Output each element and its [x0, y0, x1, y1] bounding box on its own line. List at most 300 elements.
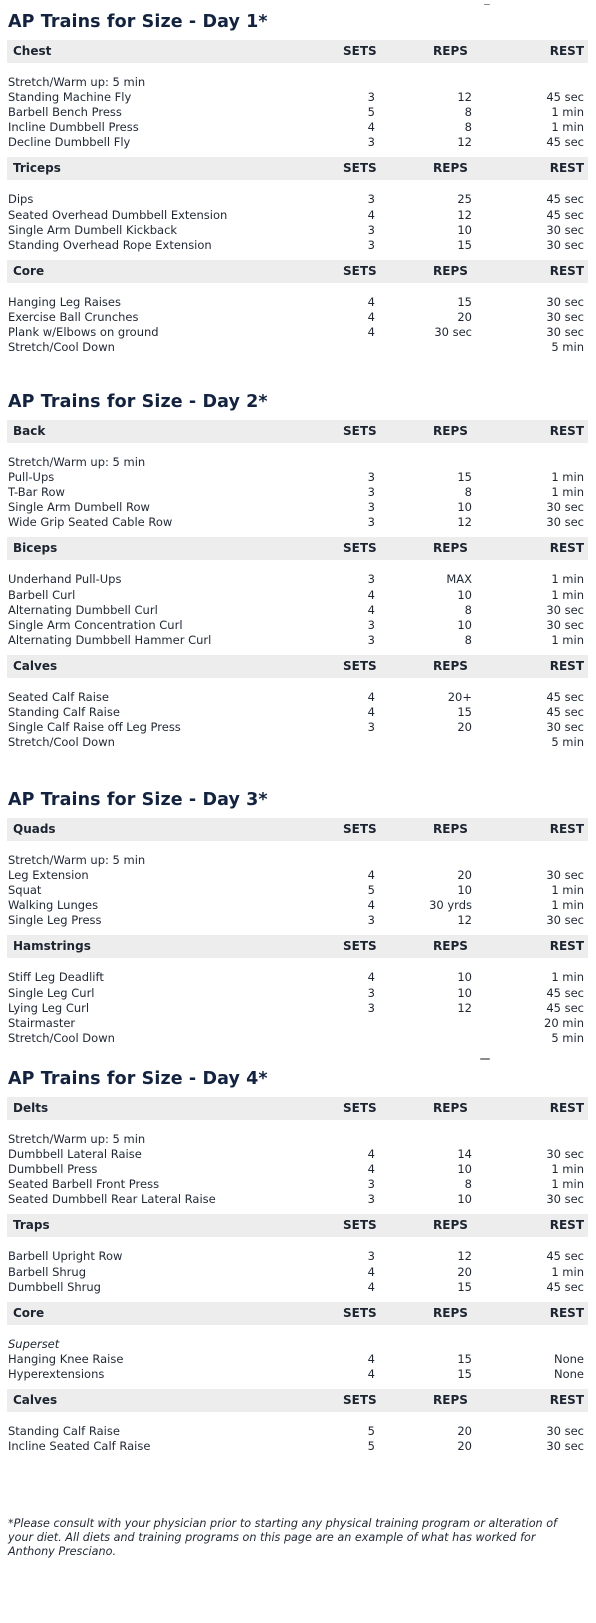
section-header: [7, 935, 588, 958]
exercise-row: [7, 485, 588, 500]
section-spacer: [7, 1207, 588, 1214]
exercise-row: [7, 690, 588, 705]
section-name: Biceps: [13, 541, 58, 556]
rest-value: 30 sec: [546, 325, 584, 340]
exercise-name: Incline Seated Calf Raise: [8, 1439, 151, 1454]
rest-value: 45 sec: [546, 207, 584, 222]
exercise-name: Alternating Dumbbell Curl: [8, 602, 158, 617]
exercise-name: Stiff Leg Deadlift: [8, 970, 104, 985]
reps-header: REPS: [433, 541, 468, 556]
exercise-name: Stairmaster: [8, 1015, 76, 1030]
rest-value: 45 sec: [546, 689, 584, 704]
section-gap: [7, 1237, 588, 1249]
sets-header: SETS: [343, 1393, 377, 1408]
rest-value: 1 min: [551, 1162, 584, 1177]
reps-value: 8: [464, 632, 472, 647]
workout-section: [7, 655, 588, 757]
disclaimer-text: *Please consult with your physician prior to starting any physical training program or alteration of your diet. All diets and training programs on this page are an example of what has worked for Anthony Presciano.: [8, 1517, 557, 1558]
section-spacer: [7, 1382, 588, 1389]
rest-value: 45 sec: [546, 192, 584, 207]
sets-header: SETS: [343, 1101, 377, 1115]
rest-value: 1 min: [551, 470, 584, 485]
reps-value: 20: [457, 309, 472, 324]
sets-value: 3: [367, 192, 375, 207]
sets-value: 4: [367, 294, 375, 309]
reps-value: 12: [457, 1249, 472, 1264]
exercise-name: Seated Calf Raise: [8, 689, 109, 704]
section-name: Quads: [13, 822, 56, 836]
section-gap: [7, 958, 588, 970]
section-header: [7, 420, 588, 443]
section-spacer: [7, 1454, 588, 1461]
exercise-row: [7, 970, 588, 985]
rest-header: REST: [549, 541, 584, 556]
exercise-name: Single Leg Curl: [8, 985, 95, 1000]
exercise-row: [7, 1280, 588, 1295]
rest-value: 30 sec: [546, 720, 584, 735]
workout-section: [7, 1097, 588, 1214]
exercise-name: Stretch/Cool Down: [8, 340, 115, 355]
rest-value: 5 min: [551, 340, 584, 355]
rest-value: 20 min: [544, 1015, 584, 1030]
rest-value: 30 sec: [546, 913, 584, 928]
rest-header: REST: [549, 822, 584, 836]
sets-value: 4: [367, 602, 375, 617]
exercise-row: [7, 500, 588, 515]
exercise-row: [7, 1177, 588, 1192]
exercise-name: Squat: [8, 883, 42, 898]
sets-value: 3: [367, 617, 375, 632]
sets-value: 5: [367, 105, 375, 120]
sets-value: 4: [367, 1264, 375, 1279]
sets-value: 3: [367, 515, 375, 530]
reps-value: 8: [464, 105, 472, 120]
exercise-row: [7, 1337, 588, 1352]
reps-value: 20: [457, 1424, 472, 1439]
exercise-row: [7, 295, 588, 310]
exercise-row: [7, 310, 588, 325]
day-block: [0, 385, 596, 757]
exercise-row: [7, 588, 588, 603]
exercise-name: Walking Lunges: [8, 898, 99, 913]
section-header: [7, 1097, 588, 1120]
reps-value: 10: [457, 883, 472, 898]
rest-header: REST: [549, 939, 584, 954]
reps-value: 10: [457, 1162, 472, 1177]
reps-header: REPS: [433, 1393, 468, 1408]
reps-value: 12: [457, 207, 472, 222]
exercise-name: Wide Grip Seated Cable Row: [8, 515, 173, 530]
rest-value: 30 sec: [546, 309, 584, 324]
rest-value: 30 sec: [546, 294, 584, 309]
sets-value: 3: [367, 632, 375, 647]
sets-value: 4: [367, 1351, 375, 1366]
sets-value: 3: [367, 485, 375, 500]
exercise-row: [7, 633, 588, 648]
exercise-name: Exercise Ball Crunches: [8, 309, 139, 324]
section-header: [7, 157, 588, 180]
section-gap: [7, 841, 588, 853]
exercise-row: [7, 515, 588, 530]
rest-value: 1 min: [551, 898, 584, 913]
section-name: Core: [13, 1305, 45, 1320]
reps-value: 12: [457, 135, 472, 150]
exercise-name: Seated Dumbbell Rear Lateral Raise: [8, 1192, 216, 1207]
reps-value: 15: [457, 1351, 472, 1366]
rest-header: REST: [549, 424, 584, 438]
exercise-name: Barbell Upright Row: [8, 1249, 123, 1264]
section-spacer: [7, 648, 588, 655]
rest-header: REST: [549, 1393, 584, 1408]
rest-value: 1 min: [551, 572, 584, 587]
rest-value: 5 min: [551, 1030, 584, 1045]
reps-header: REPS: [433, 44, 468, 58]
sets-value: 3: [367, 1249, 375, 1264]
rest-value: 1 min: [551, 105, 584, 120]
exercise-name: Seated Barbell Front Press: [8, 1177, 160, 1192]
stray-mark: [484, 4, 490, 5]
rest-value: 45 sec: [546, 705, 584, 720]
exercise-row: [7, 1192, 588, 1207]
reps-value: 14: [457, 1147, 472, 1162]
exercise-row: [7, 1031, 588, 1046]
reps-header: REPS: [433, 1101, 468, 1115]
section-gap: [7, 63, 588, 75]
sets-value: 3: [367, 470, 375, 485]
rest-value: 45 sec: [546, 90, 584, 105]
rest-header: REST: [549, 1218, 584, 1233]
workout-section: [7, 1214, 588, 1301]
rest-value: 30 sec: [546, 222, 584, 237]
rest-value: 45 sec: [546, 1279, 584, 1294]
exercise-name: Single Leg Press: [8, 913, 102, 928]
sets-value: 4: [367, 970, 375, 985]
reps-value: 15: [457, 1366, 472, 1381]
rest-value: 30 sec: [546, 1192, 584, 1207]
exercise-name: T-Bar Row: [8, 485, 65, 500]
exercise-row: [7, 913, 588, 928]
sets-value: 3: [367, 985, 375, 1000]
sets-header: SETS: [343, 161, 377, 176]
section-header: [7, 537, 588, 560]
exercise-name: Dumbbell Lateral Raise: [8, 1147, 142, 1162]
section-name: Triceps: [13, 161, 61, 176]
reps-value: 12: [457, 515, 472, 530]
section-name: Chest: [13, 44, 52, 58]
rest-header: REST: [549, 263, 584, 278]
section-gap: [7, 1412, 588, 1424]
rest-header: REST: [549, 1101, 584, 1115]
sets-value: 4: [367, 1366, 375, 1381]
exercise-name: Stretch/Cool Down: [8, 735, 115, 750]
exercise-row: [7, 470, 588, 485]
section-name: Hamstrings: [13, 939, 91, 954]
sets-value: 5: [367, 1424, 375, 1439]
exercise-name: Dumbbell Press: [8, 1162, 98, 1177]
exercise-name: Standing Machine Fly: [8, 90, 132, 105]
reps-value: 20: [457, 1439, 472, 1454]
rest-value: 5 min: [551, 735, 584, 750]
section-name: Calves: [13, 1393, 58, 1408]
exercise-row: [7, 1016, 588, 1031]
exercise-row: [7, 340, 588, 355]
section-header: [7, 1214, 588, 1237]
exercise-name: Seated Overhead Dumbbell Extension: [8, 207, 228, 222]
sets-value: 3: [367, 237, 375, 252]
reps-header: REPS: [433, 822, 468, 836]
exercise-row: [7, 1265, 588, 1280]
sets-value: 4: [367, 689, 375, 704]
sets-value: 3: [367, 90, 375, 105]
sets-value: 4: [367, 1162, 375, 1177]
exercise-name: Leg Extension: [8, 868, 89, 883]
exercise-row: [7, 603, 588, 618]
exercise-name: Dumbbell Shrug: [8, 1279, 101, 1294]
rest-value: 30 sec: [546, 237, 584, 252]
sets-value: 5: [367, 883, 375, 898]
sets-value: 3: [367, 1177, 375, 1192]
sets-value: 3: [367, 1000, 375, 1015]
section-name: Core: [13, 263, 45, 278]
rest-value: 1 min: [551, 883, 584, 898]
reps-value: 20: [457, 868, 472, 883]
day-title: AP Trains for Size - Day 4*: [8, 1069, 268, 1089]
exercise-row: [7, 1147, 588, 1162]
reps-value: 10: [457, 617, 472, 632]
exercise-name: Standing Calf Raise: [8, 1424, 120, 1439]
exercise-name: Stretch/Cool Down: [8, 1030, 115, 1045]
reps-value: MAX: [446, 572, 472, 587]
exercise-row: [7, 1162, 588, 1177]
exercise-name: Hanging Leg Raises: [8, 294, 121, 309]
exercise-row: [7, 572, 588, 587]
section-spacer: [7, 1046, 588, 1053]
exercise-name: Decline Dumbbell Fly: [8, 135, 131, 150]
section-name: Delts: [13, 1101, 49, 1115]
exercise-row: [7, 720, 588, 735]
rest-value: 30 sec: [546, 1147, 584, 1162]
exercise-row: [7, 105, 588, 120]
day-title: AP Trains for Size - Day 1*: [8, 12, 268, 32]
sets-value: 4: [367, 207, 375, 222]
reps-value: 12: [457, 913, 472, 928]
sets-value: 4: [367, 868, 375, 883]
workout-section: [7, 420, 588, 537]
exercise-row: [7, 1249, 588, 1264]
day-title: AP Trains for Size - Day 3*: [8, 790, 268, 810]
reps-value: 10: [457, 222, 472, 237]
reps-header: REPS: [433, 1305, 468, 1320]
exercise-row: [7, 883, 588, 898]
exercise-row: [7, 618, 588, 633]
section-gap: [7, 180, 588, 192]
sets-value: 3: [367, 222, 375, 237]
exercise-row: [7, 208, 588, 223]
exercise-row: [7, 735, 588, 750]
exercise-row: [7, 1001, 588, 1016]
reps-value: 25: [457, 192, 472, 207]
section-spacer: [7, 530, 588, 537]
sets-value: 4: [367, 898, 375, 913]
exercise-row: [7, 120, 588, 135]
sets-value: 4: [367, 120, 375, 135]
stray-mark: [480, 1058, 490, 1060]
reps-value: 10: [457, 970, 472, 985]
exercise-name: Standing Overhead Rope Extension: [8, 237, 212, 252]
reps-header: REPS: [433, 658, 468, 673]
section-gap: [7, 1120, 588, 1132]
rest-value: 45 sec: [546, 1249, 584, 1264]
reps-value: 15: [457, 470, 472, 485]
rest-value: 30 sec: [546, 515, 584, 530]
rest-value: 30 sec: [546, 500, 584, 515]
exercise-row: [7, 325, 588, 340]
day-title: AP Trains for Size - Day 2*: [8, 392, 268, 412]
reps-value: 15: [457, 705, 472, 720]
reps-header: REPS: [433, 424, 468, 438]
rest-value: 1 min: [551, 970, 584, 985]
exercise-name: Hanging Knee Raise: [8, 1351, 124, 1366]
exercise-name: Single Calf Raise off Leg Press: [8, 720, 181, 735]
exercise-name: Single Arm Dumbell Row: [8, 500, 150, 515]
exercise-row: [7, 868, 588, 883]
exercise-row: [7, 75, 588, 90]
workout-section: [7, 1389, 588, 1461]
sets-value: 3: [367, 1192, 375, 1207]
reps-value: 8: [464, 602, 472, 617]
section-gap: [7, 283, 588, 295]
exercise-name: Standing Calf Raise: [8, 705, 120, 720]
exercise-row: [7, 1132, 588, 1147]
exercise-name: Single Arm Concentration Curl: [8, 617, 183, 632]
reps-value: 10: [457, 1192, 472, 1207]
exercise-name: Incline Dumbbell Press: [8, 120, 139, 135]
sets-value: 3: [367, 135, 375, 150]
section-header: [7, 1302, 588, 1325]
rest-header: REST: [549, 1305, 584, 1320]
reps-value: 15: [457, 1279, 472, 1294]
exercise-name: Stretch/Warm up: 5 min: [8, 75, 146, 89]
sets-value: 3: [367, 720, 375, 735]
rest-value: 1 min: [551, 587, 584, 602]
rest-value: 45 sec: [546, 1000, 584, 1015]
sets-header: SETS: [343, 658, 377, 673]
section-header: [7, 260, 588, 283]
section-name: Back: [13, 424, 46, 438]
rest-value: 30 sec: [546, 1424, 584, 1439]
exercise-row: [7, 1352, 588, 1367]
sets-value: 3: [367, 913, 375, 928]
exercise-row: [7, 135, 588, 150]
rest-value: 1 min: [551, 632, 584, 647]
workout-section: [7, 818, 588, 935]
rest-header: REST: [549, 658, 584, 673]
sets-value: 3: [367, 572, 375, 587]
exercise-name: Barbell Shrug: [8, 1264, 86, 1279]
section-spacer: [7, 1295, 588, 1302]
exercise-name: Barbell Bench Press: [8, 105, 122, 120]
day-block: [0, 783, 596, 1053]
rest-value: 1 min: [551, 1264, 584, 1279]
reps-value: 15: [457, 237, 472, 252]
exercise-row: [7, 1367, 588, 1382]
reps-value: 12: [457, 90, 472, 105]
exercise-row: [7, 1424, 588, 1439]
rest-value: 45 sec: [546, 135, 584, 150]
exercise-name: Dips: [8, 192, 34, 207]
section-header: [7, 818, 588, 841]
section-header: [7, 40, 588, 63]
exercise-name: Pull-Ups: [8, 470, 55, 485]
workout-section: [7, 260, 588, 362]
exercise-name: Stretch/Warm up: 5 min: [8, 853, 146, 867]
exercise-row: [7, 1439, 588, 1454]
section-name: Traps: [13, 1218, 50, 1233]
reps-header: REPS: [433, 161, 468, 176]
sets-value: 5: [367, 1439, 375, 1454]
exercise-row: [7, 705, 588, 720]
rest-value: 1 min: [551, 1177, 584, 1192]
section-spacer: [7, 150, 588, 157]
section-spacer: [7, 355, 588, 362]
exercise-row: [7, 223, 588, 238]
exercise-row: [7, 853, 588, 868]
reps-value: 30 sec: [434, 325, 472, 340]
sets-header: SETS: [343, 822, 377, 836]
exercise-name: Hyperextensions: [8, 1366, 105, 1381]
reps-value: 20+: [447, 689, 472, 704]
sets-header: SETS: [343, 1218, 377, 1233]
rest-value: 1 min: [551, 120, 584, 135]
sets-header: SETS: [343, 44, 377, 58]
rest-value: None: [553, 1366, 584, 1381]
sets-header: SETS: [343, 263, 377, 278]
reps-value: 10: [457, 985, 472, 1000]
exercise-name: Plank w/Elbows on ground: [8, 325, 159, 340]
section-gap: [7, 560, 588, 572]
reps-value: 30 yrds: [429, 898, 472, 913]
sets-value: 4: [367, 1279, 375, 1294]
exercise-name: Barbell Curl: [8, 587, 76, 602]
sets-value: 4: [367, 325, 375, 340]
sets-value: 3: [367, 500, 375, 515]
rest-header: REST: [549, 44, 584, 58]
day-block: [0, 1062, 596, 1461]
sets-value: 4: [367, 309, 375, 324]
sets-value: 4: [367, 705, 375, 720]
workout-section: [7, 1302, 588, 1389]
exercise-row: [7, 455, 588, 470]
sets-header: SETS: [343, 1305, 377, 1320]
section-header: [7, 655, 588, 678]
rest-value: 30 sec: [546, 1439, 584, 1454]
rest-value: 30 sec: [546, 602, 584, 617]
reps-value: 10: [457, 587, 472, 602]
exercise-name: Alternating Dumbbell Hammer Curl: [8, 632, 212, 647]
section-gap: [7, 1325, 588, 1337]
workout-section: [7, 40, 588, 157]
exercise-name: Stretch/Warm up: 5 min: [8, 1132, 146, 1146]
reps-value: 15: [457, 294, 472, 309]
rest-value: None: [553, 1351, 584, 1366]
section-gap: [7, 443, 588, 455]
day-block: [0, 5, 596, 362]
reps-header: REPS: [433, 263, 468, 278]
reps-value: 20: [457, 1264, 472, 1279]
exercise-row: [7, 898, 588, 913]
rest-value: 1 min: [551, 485, 584, 500]
rest-header: REST: [549, 161, 584, 176]
